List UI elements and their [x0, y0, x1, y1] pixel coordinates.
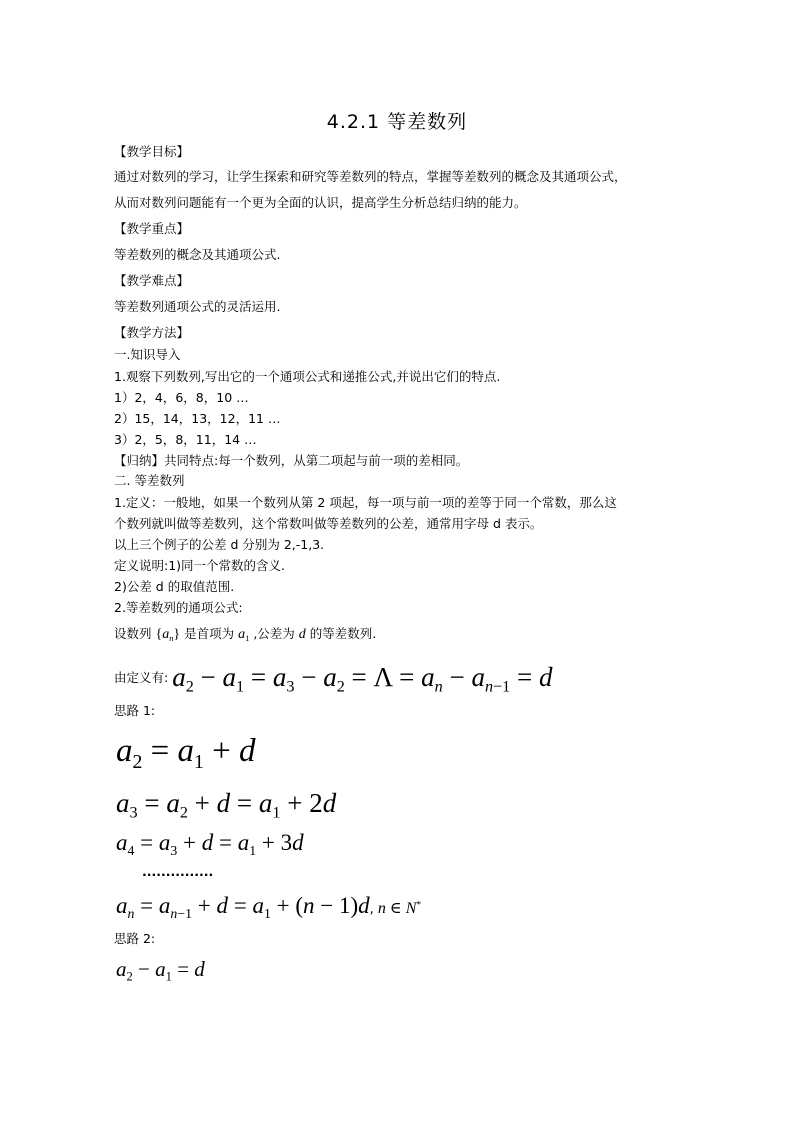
by-definition-label: 由定义有:	[114, 670, 169, 685]
definition-line-2: 个数列就叫做等差数列，这个常数叫做等差数列的公差，通常用字母 d 表示。	[114, 516, 543, 531]
section-heading-difficulty: 【教学难点】	[114, 273, 190, 288]
goal-line-2: 从而对数列问题能有一个更为全面的认识，提高学生分析总结归纳的能力。	[114, 195, 527, 210]
section-heading-key: 【教学重点】	[114, 221, 190, 236]
definition-equation: $a_2 - a_1 = a_3 - a_2 = \Lambda = a_n - a_{n-1} = d$	[172, 662, 553, 696]
goal-line-1: 通过对数列的学习，让学生探索和研究等差数列的特点，掌握等差数列的概念及其通项公式，	[114, 169, 627, 184]
section-heading-goal: 【教学目标】	[114, 144, 190, 159]
key-point-text: 等差数列的概念及其通项公式.	[114, 247, 281, 262]
part-one-heading: 一.知识导入	[114, 347, 181, 362]
equation-a4: $a_4 = a_3 + d = a_1 + 3d$	[116, 830, 304, 858]
setup-middle-2: ,公差为	[253, 626, 295, 641]
equation-difference: $a_2 - a_1 = d$	[116, 957, 205, 984]
idea-one-label: 思路 1:	[114, 703, 156, 718]
setup-line	[114, 628, 376, 642]
definition-note-2: 2)公差 d 的取值范围.	[114, 579, 235, 594]
definition-note-1: 定义说明:1)同一个常数的含义.	[114, 558, 286, 573]
question-one: 1.观察下列数列,写出它的一个通项公式和递推公式,并说出它们的特点.	[114, 369, 501, 384]
first-term-symbol: $a_1$	[238, 627, 250, 643]
sequence-1: 1）2，4，6，8，10 …	[114, 390, 249, 405]
setup-suffix: 的等差数列.	[309, 626, 377, 641]
ellipsis-dots: ...............	[142, 864, 214, 879]
idea-two-label: 思路 2:	[114, 931, 156, 946]
equation-an: $a_n = a_{n-1} + d = a_1 + (n - 1)d$, n ∈ N*	[116, 893, 422, 921]
examples-line: 以上三个例子的公差 d 分别为 2,-1,3.	[114, 537, 325, 552]
definition-line-1: 1.定义：一般地，如果一个数列从第 2 项起，每一项与前一项的差等于同一个常数，那么这	[114, 495, 617, 510]
setup-middle-1: 是首项为	[184, 626, 235, 641]
formula-heading: 2.等差数列的通项公式:	[114, 600, 243, 615]
equation-a3: $a_3 = a_2 + d = a_1 + 2d$	[116, 788, 337, 822]
setup-prefix: 设数列	[114, 626, 152, 641]
section-heading-method: 【教学方法】	[114, 325, 190, 340]
definition-equation-line	[114, 662, 553, 696]
sequence-symbol: $\{a_n\}$	[155, 627, 181, 643]
comma-separator: ,	[369, 902, 378, 917]
summary-line: 【归纳】共同特点:每一个数列，从第二项起与前一项的差相同。	[114, 453, 469, 468]
sequence-3: 3）2，5，8，11，14 …	[114, 432, 257, 447]
sequence-2: 2）15，14，13，12，11 …	[114, 411, 281, 426]
page-title: 4.2.1 等差数列	[326, 111, 468, 133]
part-two-heading: 二. 等差数列	[114, 473, 185, 488]
difficulty-text: 等差数列通项公式的灵活运用.	[114, 299, 281, 314]
equation-a2: $a_2 = a_1 + d$	[116, 733, 256, 773]
common-difference-symbol: d	[298, 627, 306, 642]
